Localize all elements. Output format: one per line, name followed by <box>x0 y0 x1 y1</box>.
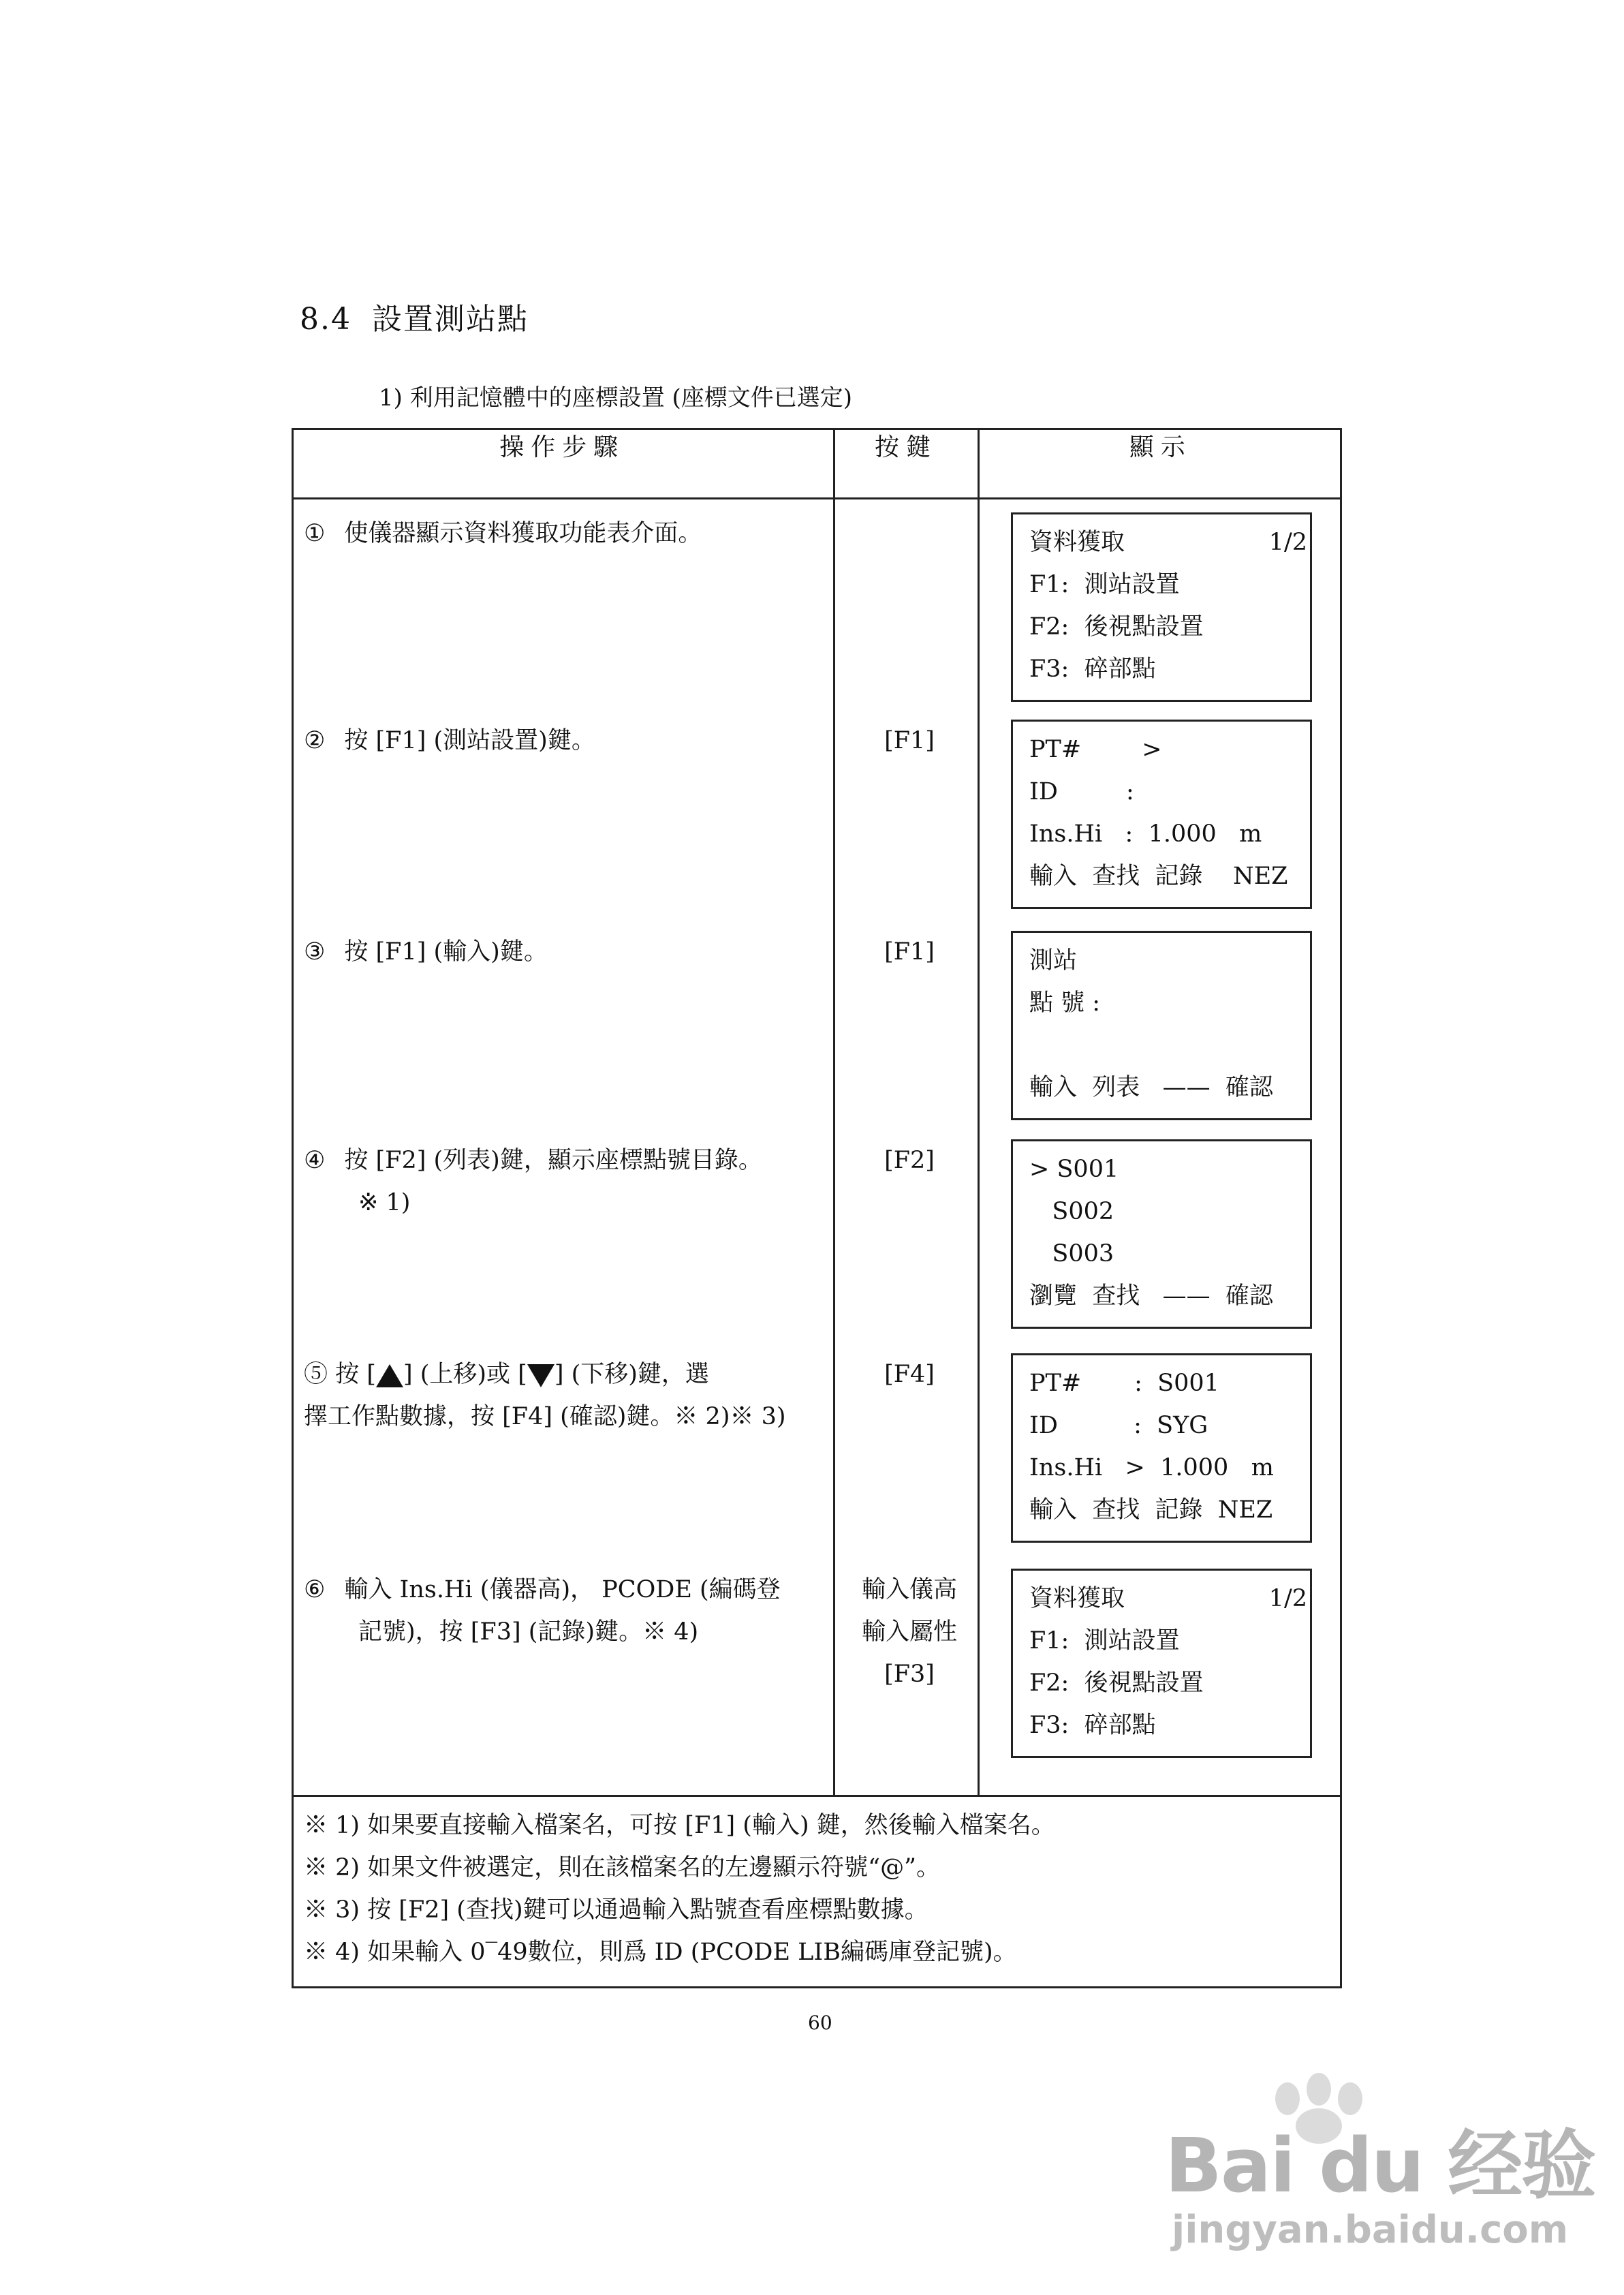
step-number: ③ <box>304 938 326 966</box>
screen-line: F2: 後視點設置 <box>1029 1669 1204 1697</box>
step-text: 記號)，按 [F3] (記錄)鍵。※ 4) <box>358 1618 699 1646</box>
step-text: 按 [F1] (測站設置)鍵。 <box>344 727 595 754</box>
footnote: ※ 3) 按 [F2] (查找)鍵可以通過輸入點號查看座標點數據。 <box>304 1896 928 1924</box>
section-number: 8.4 <box>300 302 352 337</box>
footnote: ※ 1) 如果要直接輸入檔案名，可按 [F1] (輸入) 鍵，然後輸入檔案名。 <box>304 1812 1055 1839</box>
screen-line: ID : SYG <box>1029 1412 1208 1439</box>
screen-line: 測站 <box>1029 947 1078 974</box>
key-step-6 <box>838 1569 981 1695</box>
display-screen-5 <box>1011 1353 1312 1543</box>
key-step-3: [F1] <box>884 938 935 966</box>
step-number: ① <box>304 520 326 547</box>
screen-line: F3: 碎部點 <box>1029 1712 1156 1739</box>
step-3 <box>304 931 828 973</box>
screen-line: ID : <box>1029 778 1134 805</box>
header-keys: 按鍵 <box>834 428 978 499</box>
step-text: 按 [ <box>335 1361 376 1388</box>
step-text: 按 [F1] (輸入)鍵。 <box>344 938 548 966</box>
display-screen-6 <box>1011 1569 1312 1758</box>
key-step-5: [F4] <box>884 1361 935 1388</box>
step-number: ② <box>304 727 326 754</box>
page-number: 60 <box>808 2012 832 2034</box>
footnote: ※ 2) 如果文件被選定，則在該檔案名的左邊顯示符號“@”。 <box>304 1854 940 1881</box>
key-step-2: [F1] <box>884 727 935 754</box>
key-label: 輸入儀高 <box>861 1576 957 1603</box>
watermark-url: jingyan.baidu.com <box>1172 2208 1569 2252</box>
step-text: ] (上移)或 [ <box>403 1361 527 1388</box>
key-step-4: [F2] <box>884 1147 935 1174</box>
screen-line: 瀏覽 查找 —— 確認 <box>1029 1282 1273 1310</box>
step-1 <box>304 512 828 555</box>
header-display: 顯示 <box>1129 433 1192 461</box>
step-text: 擇工作點數據，按 [F4] (確認)鍵。※ 2)※ 3) <box>304 1403 786 1430</box>
step-text: ] (下移)鍵，選 <box>554 1361 709 1388</box>
step-5 <box>304 1353 828 1438</box>
screen-line: F2: 後視點設置 <box>1029 613 1204 641</box>
screen-line: Ins.Hi : 1.000 m <box>1029 820 1262 848</box>
screen-line: 資料獲取 <box>1029 1585 1125 1612</box>
step-2 <box>304 720 828 762</box>
step-text: 按 [F2] (列表)鍵，顯示座標點號目錄。 <box>344 1147 762 1174</box>
section-heading <box>300 294 529 338</box>
display-screen-4 <box>1011 1139 1312 1329</box>
key-label: 輸入屬性 <box>861 1618 957 1646</box>
key-label: [F3] <box>884 1661 935 1688</box>
footnotes <box>304 1804 1055 1973</box>
screen-line: F1: 測站設置 <box>1029 1627 1180 1654</box>
screen-line <box>1029 1024 1310 1066</box>
display-screen-2 <box>1011 720 1312 909</box>
display-screen-3 <box>1011 931 1312 1120</box>
step-text: 輸入 Ins.Hi (儀器高)， PCODE (編碼登 <box>344 1576 781 1603</box>
screen-page: 1/2 <box>1268 529 1307 556</box>
step-number: ④ <box>304 1147 326 1174</box>
step-number: ⑤ <box>304 1361 328 1388</box>
screen-line: F1: 測站設置 <box>1029 571 1180 598</box>
display-screen-1 <box>1011 512 1312 702</box>
screen-line: 輸入 列表 —— 確認 <box>1029 1074 1273 1101</box>
step-6 <box>304 1569 828 1653</box>
step-number: ⑥ <box>304 1576 326 1603</box>
step-note-ref: ※ 1) <box>358 1189 411 1216</box>
section-title: 設置測站點 <box>371 302 529 337</box>
screen-line: Ins.Hi > 1.000 m <box>1029 1454 1274 1481</box>
screen-line: > S001 <box>1029 1156 1119 1183</box>
screen-page: 1/2 <box>1268 1585 1307 1612</box>
header-steps: 操作步驟 <box>292 428 834 499</box>
subsection-title: 1) 利用記憶體中的座標設置 (座標文件已選定) <box>379 384 853 412</box>
screen-line: 輸入 查找 記錄 NEZ <box>1029 1496 1273 1524</box>
screen-line: 輸入 查找 記錄 NEZ <box>1029 863 1288 890</box>
step-4 <box>304 1139 828 1224</box>
screen-line: 資料獲取 <box>1029 529 1125 556</box>
screen-line: PT# : S001 <box>1029 1370 1219 1397</box>
watermark-brand: Bai du 经验 <box>1165 2122 1595 2209</box>
footnote: ※ 4) 如果輸入 0‾49數位，則爲 ID (PCODE LIB編碼庫登記號)。 <box>304 1939 1017 1966</box>
step-text: 使儀器顯示資料獲取功能表介面。 <box>344 520 702 547</box>
down-arrow-icon <box>527 1364 555 1387</box>
screen-line: S003 <box>1029 1240 1114 1267</box>
up-arrow-icon <box>376 1364 403 1387</box>
screen-line: PT# > <box>1029 736 1162 763</box>
screen-line: S002 <box>1029 1198 1114 1225</box>
screen-line: F3: 碎部點 <box>1029 656 1156 683</box>
notes-divider <box>292 1795 1342 1797</box>
screen-line: 點 號 : <box>1029 989 1101 1017</box>
